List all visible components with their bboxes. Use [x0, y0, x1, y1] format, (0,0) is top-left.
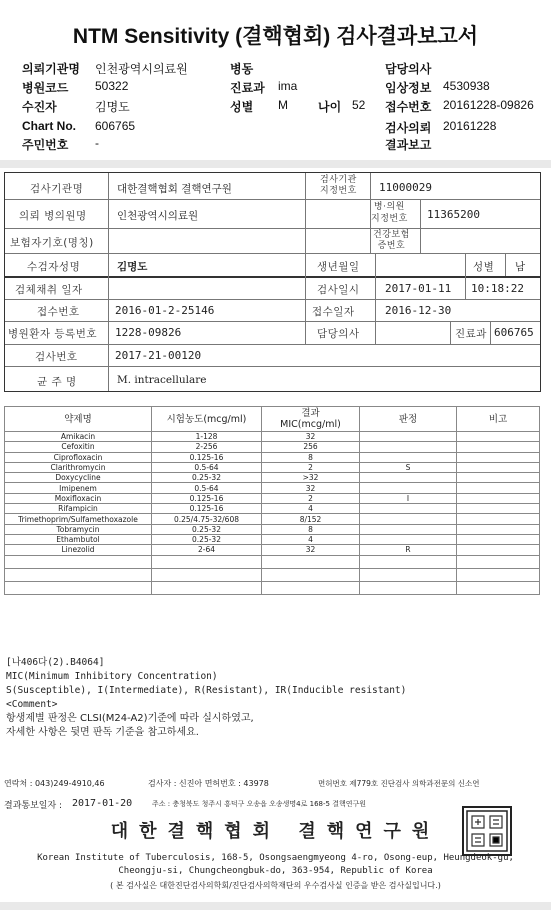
table-cell: Trimethoprim/Sulfamethoxazole: [5, 514, 152, 524]
scanned-report: [0, 168, 551, 902]
col-divider: [505, 254, 506, 276]
table-cell: 256: [262, 442, 360, 452]
table-cell: 32: [262, 432, 360, 442]
hospital-code-label: 병원코드: [22, 81, 69, 95]
hosp-no-value: 11365200: [427, 208, 480, 221]
receipt-no-label: 접수번호: [385, 100, 432, 114]
test-request-value: 20161228: [443, 119, 497, 133]
receiver-label: 수진자: [22, 100, 57, 114]
table-cell: [457, 473, 540, 483]
dept-label: 진료과: [230, 81, 265, 95]
receipt-date-label: 접수일자: [312, 306, 355, 318]
row-divider: [5, 299, 540, 300]
table-cell: 4: [262, 534, 360, 544]
contact: 연락처 : 043)249-4910,46: [4, 779, 105, 788]
receipt-label: 접수번호: [37, 306, 80, 318]
table-cell: [152, 581, 262, 594]
table-cell: 0.5-64: [152, 483, 262, 493]
table-cell: 2: [262, 462, 360, 472]
table-cell: [457, 432, 540, 442]
table-cell: 0.25-32: [152, 534, 262, 544]
susceptibility-table: [4, 406, 540, 595]
collect-label: 검체채취 일자: [15, 284, 83, 296]
org-name: 대한결핵협회 결핵연구원: [110, 821, 441, 842]
table-cell: [360, 534, 457, 544]
table-cell: 8/152: [262, 514, 360, 524]
receipt-value: 2016-01-2-25146: [115, 304, 215, 317]
table-row: [5, 452, 540, 462]
table-cell: [457, 462, 540, 472]
table-cell: 32: [262, 545, 360, 555]
report-date-label: 결과통보일자 :: [4, 801, 63, 811]
comment-mic: MIC(Minimum Inhibitory Concentration): [6, 671, 218, 682]
table-row: [5, 493, 540, 503]
column-header: 비고: [457, 407, 540, 432]
table-cell: [360, 514, 457, 524]
col-divider: [108, 173, 109, 391]
table-cell: [262, 555, 360, 568]
comment-code: [나406다(2).B4064]: [6, 657, 105, 668]
age-label: 나이: [318, 100, 342, 114]
receipt-date-value: 2016-12-30: [385, 304, 452, 317]
row-divider: [5, 366, 540, 367]
inst-value: 대한결핵협회 결핵연구원: [117, 183, 232, 195]
table-cell: [5, 581, 152, 594]
table-cell: [457, 534, 540, 544]
report-title: NTM Sensitivity (결핵협회) 검사결과보고서: [72, 25, 479, 48]
req-hosp-value: 인천광역시의료원: [117, 210, 199, 222]
address-kr: 주소 : 충청북도 청주시 흥덕구 오송읍 오송생명4로 168-5 결핵연구원: [152, 800, 367, 808]
report-date: 2017-01-20: [72, 798, 133, 809]
table-cell: [457, 452, 540, 462]
table-cell: 32: [262, 483, 360, 493]
certification-notice: ( 본 검사실은 대한진단검사의학회/진단검사의학재단의 우수검사실 인증을 받은 검사실입니다.): [110, 881, 441, 890]
table-cell: I: [360, 493, 457, 503]
form-dept-label: 진료과: [455, 328, 487, 340]
report-header: [0, 0, 551, 160]
table-cell: 0.25/4.75-32/608: [152, 514, 262, 524]
table-cell: Ethambutol: [5, 534, 152, 544]
rrn-value: -: [95, 136, 99, 150]
table-row: [5, 534, 540, 544]
table-row: [5, 442, 540, 452]
address-en-line-1: Korean Institute of Tuberculosis, 168-5, Osongsaengmyeong 4-ro, Osong-eup, Heungdeok-gu,: [37, 853, 514, 863]
table-cell: Cefoxitin: [5, 442, 152, 452]
name-label: 수검자성명: [27, 261, 81, 273]
table-cell: [152, 555, 262, 568]
table-cell: [5, 568, 152, 581]
col-divider: [305, 254, 306, 344]
chart-label: Chart No.: [22, 119, 76, 133]
table-cell: 2-256: [152, 442, 262, 452]
organism-value: M. intracellulare: [117, 374, 207, 386]
col-divider: [490, 321, 491, 344]
form-dept-value: 606765: [494, 326, 534, 339]
test-request-label: 검사의뢰: [385, 121, 432, 135]
health-label: 건강보험 증번호: [373, 230, 410, 251]
table-cell: 8: [262, 452, 360, 462]
table-cell: S: [360, 462, 457, 472]
sex-value: M: [278, 98, 288, 112]
table-row: [5, 504, 540, 514]
column-header: 판정: [360, 407, 457, 432]
dob-label: 생년월일: [317, 261, 360, 273]
table-body: [5, 432, 540, 595]
hospital-code-value: 50322: [95, 79, 129, 93]
table-cell: 2-64: [152, 545, 262, 555]
clinical-label: 임상정보: [385, 81, 432, 95]
inst-label: 검사기관명: [30, 183, 84, 195]
table-cell: >32: [262, 473, 360, 483]
table-row: [5, 483, 540, 493]
name-value: 김명도: [117, 261, 148, 273]
hosp-no-label: 병·의원 지정번호: [371, 202, 408, 224]
table-cell: [360, 432, 457, 442]
requester-value: 인천광역시의료원: [95, 62, 188, 76]
doctor-label: 담당의사: [385, 62, 432, 76]
table-cell: Doxycycline: [5, 473, 152, 483]
empty-table-row: [5, 555, 540, 568]
test-date-value: 2017-01-11: [385, 282, 452, 295]
table-cell: [5, 555, 152, 568]
table-cell: [360, 568, 457, 581]
table-cell: 0.25-32: [152, 524, 262, 534]
sex-label: 성별: [230, 100, 254, 114]
comment-line-2: 자세한 사항은 뒷면 판독 기준을 참고하세요.: [6, 727, 199, 738]
table-cell: [457, 493, 540, 503]
column-header: 약제명: [5, 407, 152, 432]
table-cell: R: [360, 545, 457, 555]
test-no-label: 검사번호: [35, 351, 78, 363]
comments-block: [6, 656, 406, 740]
empty-table-row: [5, 568, 540, 581]
row-divider: [5, 321, 540, 322]
license: 면허번호 제779호 진단검사 의학과전문의 신소연: [318, 779, 480, 788]
table-cell: [457, 524, 540, 534]
table-cell: 0.25-32: [152, 473, 262, 483]
table-cell: Clarithromycin: [5, 462, 152, 472]
table-cell: 2: [262, 493, 360, 503]
column-header: 시험농도(mcg/ml): [152, 407, 262, 432]
table-cell: Rifampicin: [5, 504, 152, 514]
chart-value: 606765: [95, 119, 136, 133]
table-cell: [360, 483, 457, 493]
comment-label: <Comment>: [6, 699, 58, 710]
table-cell: 0.125-16: [152, 452, 262, 462]
table-row: [5, 473, 540, 483]
table-row: [5, 524, 540, 534]
table-cell: Amikacin: [5, 432, 152, 442]
table-cell: [152, 568, 262, 581]
inst-no-label: 검사기관 지정번호: [320, 175, 357, 196]
table-cell: [360, 504, 457, 514]
row-divider: [5, 276, 540, 278]
address-en-line-2: Cheongju-si, Chungcheongbuk-do, 363-954, Republic of Korea: [118, 866, 433, 876]
table-cell: Ciprofloxacin: [5, 452, 152, 462]
comment-line-1: 항생제별 판정은 CLSI(M24-A2)기준에 따라 실시하였고,: [6, 713, 254, 724]
table-cell: 0.5-64: [152, 462, 262, 472]
table-cell: [262, 581, 360, 594]
clinical-value: 4530938: [443, 79, 490, 93]
test-no-value: 2017-21-00120: [115, 349, 202, 362]
row-divider: [5, 228, 540, 229]
patient-info-form: [4, 172, 541, 392]
comment-legend: S(Susceptible), I(Intermediate), R(Resistant), IR(Inducible resistant): [6, 685, 407, 696]
table-cell: [457, 568, 540, 581]
ward-label: 병동: [230, 62, 254, 76]
patient-reg-label: 병원환자 등록번호: [8, 328, 97, 340]
table-cell: [360, 524, 457, 534]
table-cell: [360, 452, 457, 462]
tester: 검사자 : 신진아 면허번호 : 43978: [148, 779, 269, 788]
row-divider: [5, 199, 540, 200]
table-cell: [457, 545, 540, 555]
age-value: 52: [352, 98, 366, 112]
table-cell: 4: [262, 504, 360, 514]
table-cell: [360, 555, 457, 568]
table-cell: [360, 473, 457, 483]
col-divider: [420, 199, 421, 254]
table-row: [5, 432, 540, 442]
requester-label: 의뢰기관명: [22, 62, 80, 76]
table-cell: [457, 581, 540, 594]
table-cell: [360, 442, 457, 452]
table-cell: Linezolid: [5, 545, 152, 555]
table-header-row: [5, 407, 540, 432]
inst-no-value: 11000029: [379, 181, 432, 194]
col-divider: [305, 173, 306, 254]
table-cell: [262, 568, 360, 581]
table-cell: [457, 442, 540, 452]
column-header: 결과 MIC(mcg/ml): [262, 407, 360, 432]
col-divider: [375, 254, 376, 344]
col-divider: [465, 254, 466, 299]
table-cell: [457, 555, 540, 568]
official-seal-icon: [462, 806, 512, 856]
patient-reg-value: 1228-09826: [115, 326, 182, 339]
table-cell: [457, 504, 540, 514]
physician-label: 담당의사: [317, 328, 360, 340]
table-row: [5, 514, 540, 524]
insured-label: 보험자기호(명칭): [10, 237, 94, 249]
rrn-label: 주민번호: [22, 138, 69, 152]
req-hosp-label: 의뢰 병의원명: [19, 210, 87, 222]
receipt-no-value: 20161228-09826: [443, 98, 534, 112]
table-cell: 8: [262, 524, 360, 534]
col-divider: [450, 321, 451, 344]
table-cell: [457, 483, 540, 493]
table-cell: Imipenem: [5, 483, 152, 493]
test-date-label: 검사일시: [317, 284, 360, 296]
result-report-label: 결과보고: [385, 138, 432, 152]
table-cell: 0.125-16: [152, 493, 262, 503]
row-divider: [5, 253, 540, 254]
table-row: [5, 462, 540, 472]
organism-label: 균 주 명: [37, 376, 77, 388]
table-cell: [457, 514, 540, 524]
table-cell: 1-128: [152, 432, 262, 442]
table-cell: Moxifloxacin: [5, 493, 152, 503]
row-divider: [5, 344, 540, 345]
table-row: [5, 545, 540, 555]
table-cell: Tobramycin: [5, 524, 152, 534]
test-time-value: 10:18:22: [471, 282, 524, 295]
table-cell: [360, 581, 457, 594]
dept-value: ima: [278, 79, 298, 93]
empty-table-row: [5, 581, 540, 594]
receiver-value: 김명도: [95, 100, 130, 114]
form-sex-label: 성별: [473, 261, 495, 273]
table-cell: 0.125-16: [152, 504, 262, 514]
form-sex-value: 남: [515, 261, 526, 273]
